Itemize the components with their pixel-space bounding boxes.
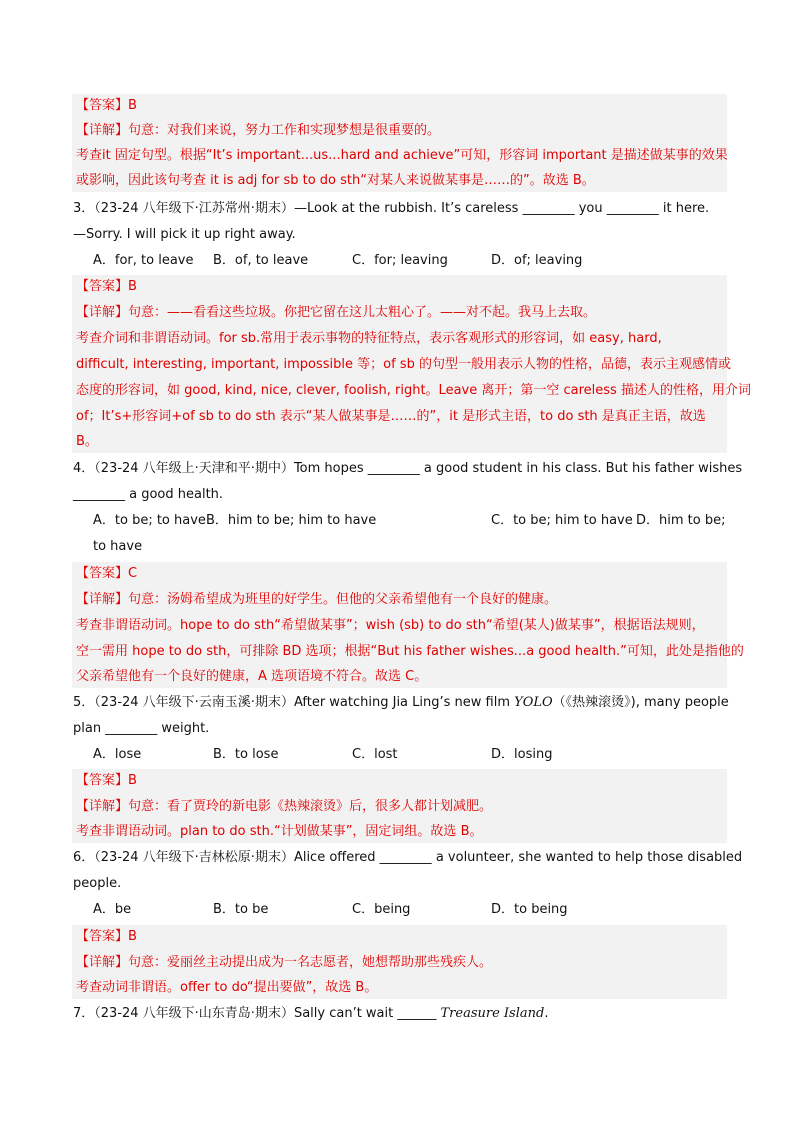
detail-line: 【详解】句意：爱丽丝主动提出成为一名志愿者，她想帮助那些残疾人。 <box>76 955 493 970</box>
q7-stem-text: . <box>544 1006 549 1021</box>
detail-line: 或影响，因此该句考查 it is adj for sb to do sth“对某人来说做某事是……的”。故选 B。 <box>76 173 595 188</box>
q3-option-c: C．for; leaving <box>352 253 448 268</box>
detail-line: 考查动词非谓语。offer to do“提出要做”，故选 B。 <box>76 980 378 995</box>
detail-line: 考查it 固定句型。根据“It’s important...us...hard and achieve”可知，形容词 important 是描述做某事的效果 <box>76 148 728 163</box>
q3-answer-box <box>72 275 751 453</box>
q6-stem: 6．（23-24 八年级下·吉林松原·期末）Alice offered ________ a volunteer, she wanted to help those disabled <box>73 850 743 865</box>
detail-line: 【详解】句意：汤姆希望成为班里的好学生。但他的父亲希望他有一个良好的健康。 <box>76 592 558 607</box>
detail-line: 【详解】句意：对我们来说，努力工作和实现梦想是很重要的。 <box>76 123 441 138</box>
detail-line: 考查非谓语动词。hope to do sth“希望做某事”；wish (sb) to do sth“希望(某人)做某事”，根据语法规则， <box>76 618 705 633</box>
q3-option-d: D．of; leaving <box>491 253 583 268</box>
q4-option-d-cont: to have <box>93 539 143 554</box>
detail-line: B。 <box>76 434 98 449</box>
q4-stem: ________ a good health. <box>73 487 224 502</box>
q3-option-b: B．of, to leave <box>213 253 309 268</box>
q7-book-title: Treasure Island <box>440 1006 545 1021</box>
q6-option-b: B．to be <box>213 902 269 917</box>
detail-line: of；It’s+形容词+of sb to do sth 表示“某人做某事是……的”，it 是形式主语，to do sth 是真正主语，故选 <box>76 409 706 424</box>
q6-answer-box <box>72 925 727 999</box>
q5-stem-text: 5．（23-24 八年级下·云南玉溪·期末）After watching Jia Ling’s new film <box>73 695 515 710</box>
q2-answer-box <box>72 94 727 192</box>
q7-stem <box>73 1004 548 1024</box>
detail-line: difficult, interesting, important, impossible 等；of sb 的句型一般用表示人物的性格，品德，表示主观感情或 <box>76 357 731 372</box>
q6-option-d: D．to being <box>491 902 568 917</box>
q6-stem: people. <box>73 876 122 891</box>
q7-stem-text: 7．（23-24 八年级下·山东青岛·期末）Sally can’t wait ______ <box>73 1006 441 1021</box>
answer-label: 【答案】C <box>76 566 138 581</box>
q5-film-title: YOLO <box>514 695 553 710</box>
q6-option-a: A．be <box>93 902 132 917</box>
answer-label: 【答案】B <box>76 279 137 294</box>
answer-label: 【答案】B <box>76 773 137 788</box>
detail-line: 考查非谓语动词。plan to do sth.“计划做某事”，固定词组。故选 B。 <box>76 824 483 839</box>
answer-label: 【答案】B <box>76 98 137 113</box>
q4-stem: 4．（23-24 八年级上·天津和平·期中）Tom hopes ________ a good student in his class. But his father wishes <box>73 461 743 476</box>
q3-stem: —Sorry. I will pick it up right away. <box>73 227 296 242</box>
detail-line: 父亲希望他有一个良好的健康，A 选项语境不符合。故选 C。 <box>76 669 428 684</box>
q5-option-c: C．lost <box>352 747 398 762</box>
q5-answer-box <box>72 769 727 843</box>
q5-option-b: B．to lose <box>213 747 279 762</box>
q4-option-c: C．to be; him to have <box>491 513 633 528</box>
q5-option-d: D．losing <box>491 747 553 762</box>
q4-option-d: D．him to be; <box>636 513 726 528</box>
detail-line: 【详解】句意：看了贾玲的新电影《热辣滚烫》后，很多人都计划减肥。 <box>76 799 493 814</box>
q3-stem: 3．（23-24 八年级下·江苏常州·期末）—Look at the rubbish. It’s careless ________ you ________ it here. <box>73 201 710 216</box>
q5-stem-text: （《热辣滚烫》), many people <box>552 695 729 710</box>
detail-line: 态度的形容词，如 good, kind, nice, clever, foolish, right。Leave 离开；第一空 careless 描述人的性格，用介词 <box>76 383 751 398</box>
answer-label: 【答案】B <box>76 929 137 944</box>
detail-line: 考查介词和非谓语动词。for sb.常用于表示事物的特征特点，表示客观形式的形容词，如 easy, hard, <box>76 331 662 346</box>
q4-answer-box <box>72 562 744 688</box>
q6-option-c: C．being <box>352 902 411 917</box>
q5-stem: plan ________ weight. <box>73 721 210 736</box>
q5-stem <box>73 693 729 713</box>
detail-line: 空一需用 hope to do sth，可排除 BD 选项；根据“But his father wishes...a good health.”可知，此处是指他的 <box>76 644 744 659</box>
q5-option-a: A．lose <box>93 747 142 762</box>
q4-option-a: A．to be; to have <box>93 513 206 528</box>
q3-option-a: A．for, to leave <box>93 253 194 268</box>
detail-line: 【详解】句意：——看看这些垃圾。你把它留在这儿太粗心了。——对不起。我马上去取。 <box>76 305 597 320</box>
q4-option-b: B．him to be; him to have <box>206 513 377 528</box>
